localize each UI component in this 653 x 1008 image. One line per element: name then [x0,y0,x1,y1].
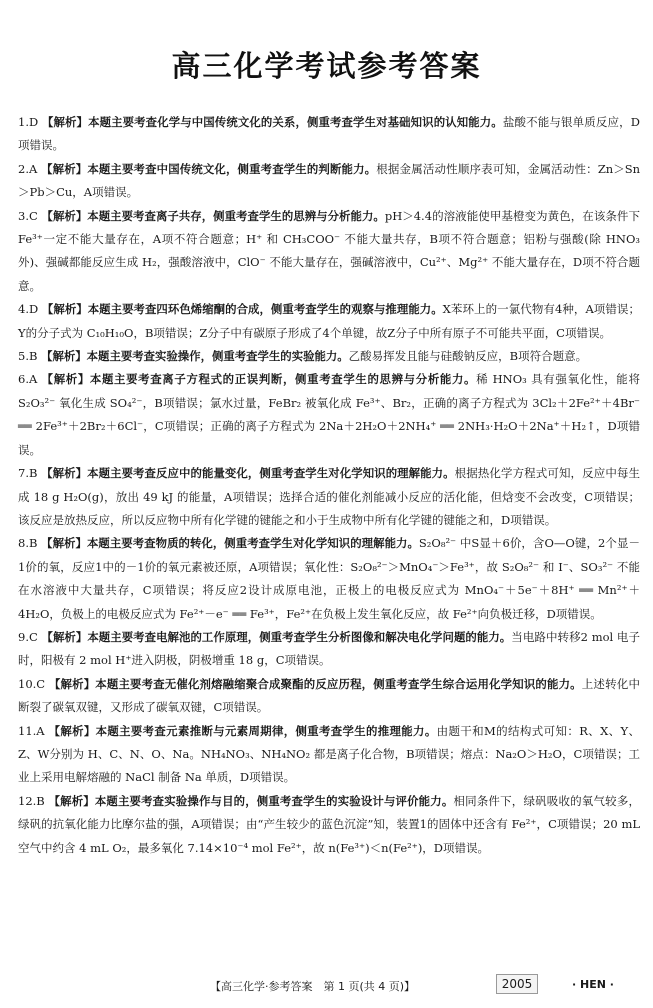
answer-item-4 [18,298,640,345]
analysis-body: 相同条件下，绿矾吸收的氧气较多，绿矾的抗氧化能力比摩尔盐的强，A项错误；由“产生较少的蓝色沉淀”知，装置1的固体中还含有 Fe²⁺，C项错误；20 mL 空气中约含 4 mL O₂，最多氧化 7.14×10⁻⁴ mol Fe²⁺，故 n(Fe³⁺)＜n(Fe²⁺)，D项错误。 [18,793,641,855]
answer-item-9 [18,626,640,673]
answer-item-10 [18,673,640,720]
analysis-heading: 【解析】本题主要考查实验操作，侧重考查学生的实验能力。 [41,349,349,364]
answer-number: 9.C [18,629,38,644]
answer-item-7 [18,462,640,532]
answer-number: 1.D [18,115,39,129]
analysis-heading: 【解析】本题主要考查反应中的能量变化，侧重考查学生对化学知识的理解能力。 [41,466,455,481]
analysis-heading: 【解析】本题主要考查离子共存，侧重考查学生的思辨与分析能力。 [41,208,385,223]
analysis-body: 由题干和M的结构式可知：R、X、Y、Z、W分别为 H、C、N、O、Na。NH₄NO₃、NH₄NO₂ 都是离子化合物，B项错误；熔点：Na₂O＞H₂O，C项错误；工业上采用电解熔融的 NaCl 制备 Na 单质，D项错误。 [18,723,640,785]
answer-number: 12.B [18,793,45,808]
answer-number: 8.B [18,536,38,551]
answer-item-11 [18,720,640,790]
answer-number: 5.B [18,349,38,364]
answer-item-8 [18,532,640,626]
answer-number: 11.A [18,723,45,738]
page-footer [0,974,653,996]
analysis-heading: 【解析】本题主要考查离子方程式的正误判断，侧重考查学生的思辨与分析能力。 [41,372,477,387]
analysis-heading: 【解析】本题主要考查实验操作与目的，侧重考查学生的实验设计与评价能力。 [48,793,454,808]
footer-region-mark: · HEN · [572,978,614,991]
answer-item-2 [18,158,640,205]
analysis-body: 上述转化中断裂了碳氧双键，又形成了碳氧双键，C项错误。 [18,676,640,715]
analysis-heading: 【解析】本题主要考查无催化剂熔融缩聚合成聚酯的反应历程，侧重考查学生综合运用化学知识的能力。 [48,676,582,691]
analysis-body: 乙酸易挥发且能与硅酸钠反应，B项符合题意。 [348,349,588,364]
analysis-heading: 【解析】本题主要考查中国传统文化，侧重考查学生的判断能力。 [41,161,377,176]
analysis-body: S₂O₈²⁻ 中S显＋6价，含O—O键，2个显－1价的氧，反应1中的－1价的氧元素被还原，A项错误；氧化性：S₂O₈²⁻＞MnO₄⁻＞Fe³⁺，故 S₂O₈²⁻ 和 I⁻、SO₃²⁻ 不能在水溶液中大量共存，C项错误；将反应2设计成原电池，正极上的电极反应式为 MnO₄⁻＋5e⁻＋8H⁺ ══ Mn²⁺＋4H₂O，负极上的电极反应式为 Fe²⁺－e⁻ ══ Fe³⁺，Fe²⁺在负极上发生氧化反应，故 Fe²⁺向负极迁移，D项错误。 [18,536,640,621]
answer-item-5 [18,345,640,368]
answer-number: 4.D [18,302,39,317]
analysis-heading: 【解析】本题主要考查四环色烯缩酮的合成，侧重考查学生的观察与推理能力。 [41,302,443,317]
answer-number: 3.C [18,208,38,223]
footer-page-info: 【高三化学·参考答案 第 1 页(共 4 页)】 [210,980,416,993]
analysis-body: 根据热化学方程式可知，反应中每生成 18 g H₂O(g)，放出 49 kJ 的能量，A项错误；选择合适的催化剂能减小反应的活化能，但焓变不会改变，C项错误；该反应是放热反应，所以反应物中所有化学键的键能之和小于生成物中所有化学键的键能之和，D项错误。 [18,466,641,527]
answer-number: 7.B [18,466,38,481]
analysis-body: 根据金属活动性顺序表可知，金属活动性：Zn＞Sn＞Pb＞Cu，A项错误。 [18,161,640,200]
answer-list [18,111,640,860]
analysis-heading: 【解析】本题主要考查化学与中国传统文化的关系，侧重考查学生对基础知识的认知能力。 [42,115,503,129]
page-title: 高三化学考试参考答案 [171,49,482,83]
analysis-heading: 【解析】本题主要考查元素推断与元素周期律，侧重考查学生的推理能力。 [48,723,437,738]
analysis-body: 稀 HNO₃ 具有强氧化性，能将 S₂O₃²⁻ 氧化生成 SO₄²⁻，B项错误；氯水过量，FeBr₂ 被氧化成 Fe³⁺、Br₂，正确的离子方程式为 3Cl₂＋2Fe²⁺＋4Br⁻ ══ 2Fe³⁺＋2Br₂＋6Cl⁻，C项错误；正确的离子方程式为 2Na＋2H₂O＋2NH₄⁺ ══ 2NH₃·H₂O＋2Na⁺＋H₂↑，D项错误。 [18,372,640,457]
analysis-body: pH＞4.4的溶液能使甲基橙变为黄色，在该条件下 Fe³⁺一定不能大量存在，A项不符合题意；H⁺ 和 CH₃COO⁻ 不能大量共存，B项不符合题意；铝粉与强酸(除 HNO₃ 外)、强碱都能反应生成 H₂，强酸溶液中，ClO⁻ 不能大量存在，强碱溶液中，Cu²⁺、Mg²⁺ 不能大量存在，D项不符合题意。 [18,208,640,293]
answer-item-12 [18,790,640,860]
document-code-badge: 2005 [496,974,538,994]
answer-item-1 [18,111,640,158]
answer-number: 6.A [18,372,38,387]
answer-item-3 [18,205,640,299]
answer-item-6 [18,368,640,462]
analysis-heading: 【解析】本题主要考查电解池的工作原理，侧重考查学生分析图像和解决电化学问题的能力。 [41,629,512,644]
answer-number: 2.A [18,161,38,176]
answer-number: 10.C [18,676,46,691]
analysis-body: 当电路中转移2 mol 电子时，阳极有 2 mol H⁺进入阴极，阴极增重 18 g，C项错误。 [18,629,640,668]
analysis-heading: 【解析】本题主要考查物质的转化，侧重考查学生对化学知识的理解能力。 [41,536,419,551]
analysis-body: X苯环上的一氯代物有4种，A项错误；Y的分子式为 C₁₀H₁₀O，B项错误；Z分子中有碳原子形成了4个单键，故Z分子中所有原子不可能共平面，C项错误。 [18,302,640,340]
analysis-body: 盐酸不能与银单质反应，D项错误。 [18,115,640,153]
